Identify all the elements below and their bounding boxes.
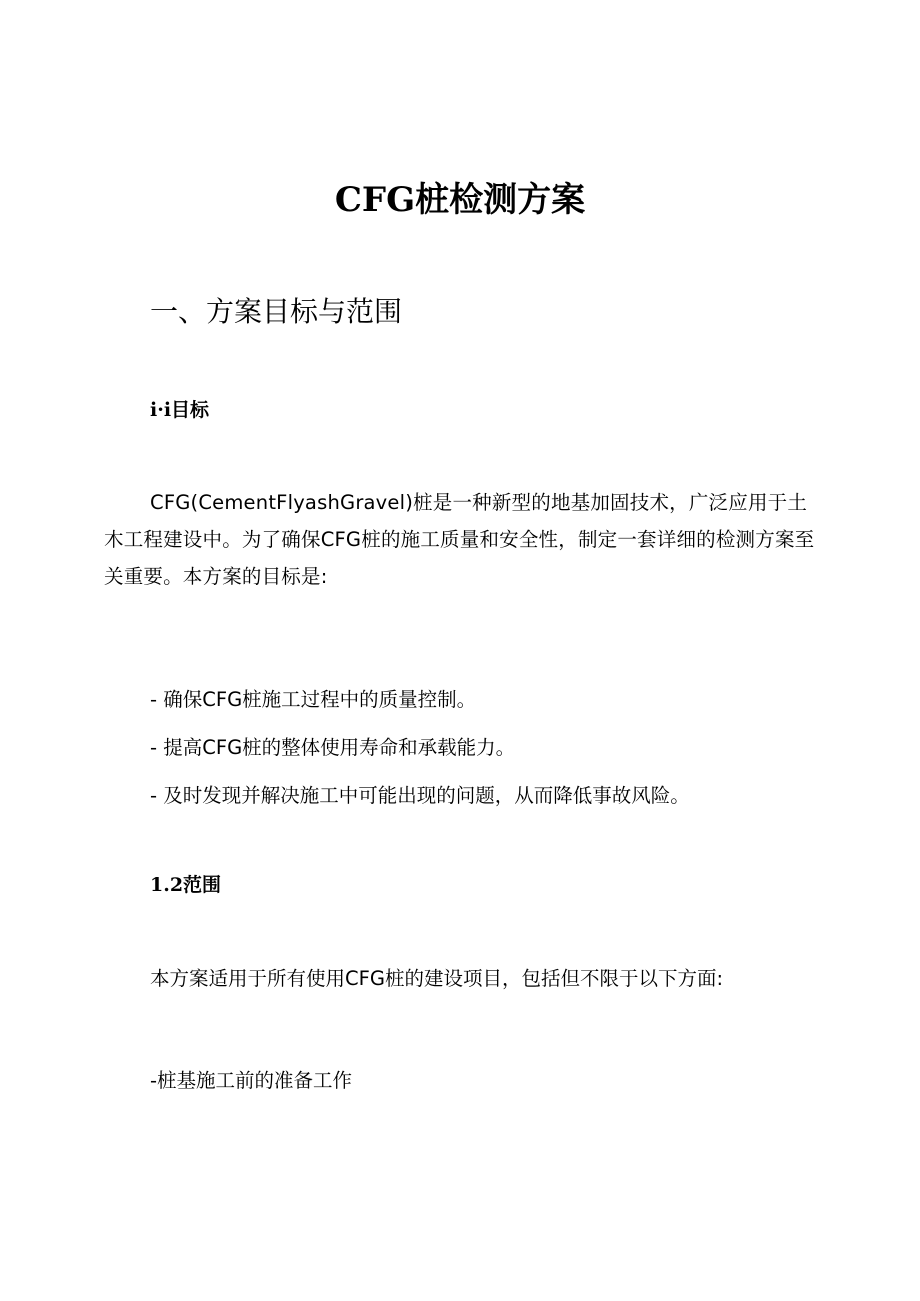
list-item: - 及时发现并解决施工中可能出现的问题，从而降低事故风险。 <box>150 784 690 807</box>
scope-paragraph: 本方案适用于所有使用CFG桩的建设项目，包括但不限于以下方面: <box>150 967 724 990</box>
list-item: - 确保CFG桩施工过程中的质量控制。 <box>150 688 477 711</box>
list-item: - 提高CFG桩的整体使用寿命和承载能力。 <box>150 736 516 759</box>
goals-paragraph: CFG(CementFlyashGravel)桩是一种新型的地基加固技术，广泛应用于土木工程建设中。为了确保CFG桩的施工质量和安全性，制定一套详细的检测方案至关重要。本方案的目标是: <box>104 491 815 588</box>
scope-list-item: -桩基施工前的准备工作 <box>150 1069 353 1092</box>
goals-list <box>150 676 690 820</box>
section-heading-1: 一、方案目标与范围 <box>150 295 403 328</box>
subsection-heading-goals: i·i目标 <box>150 399 210 421</box>
subsection-heading-scope: 1.2范围 <box>150 874 222 896</box>
document-title: CFG桩检测方案 <box>334 180 586 220</box>
